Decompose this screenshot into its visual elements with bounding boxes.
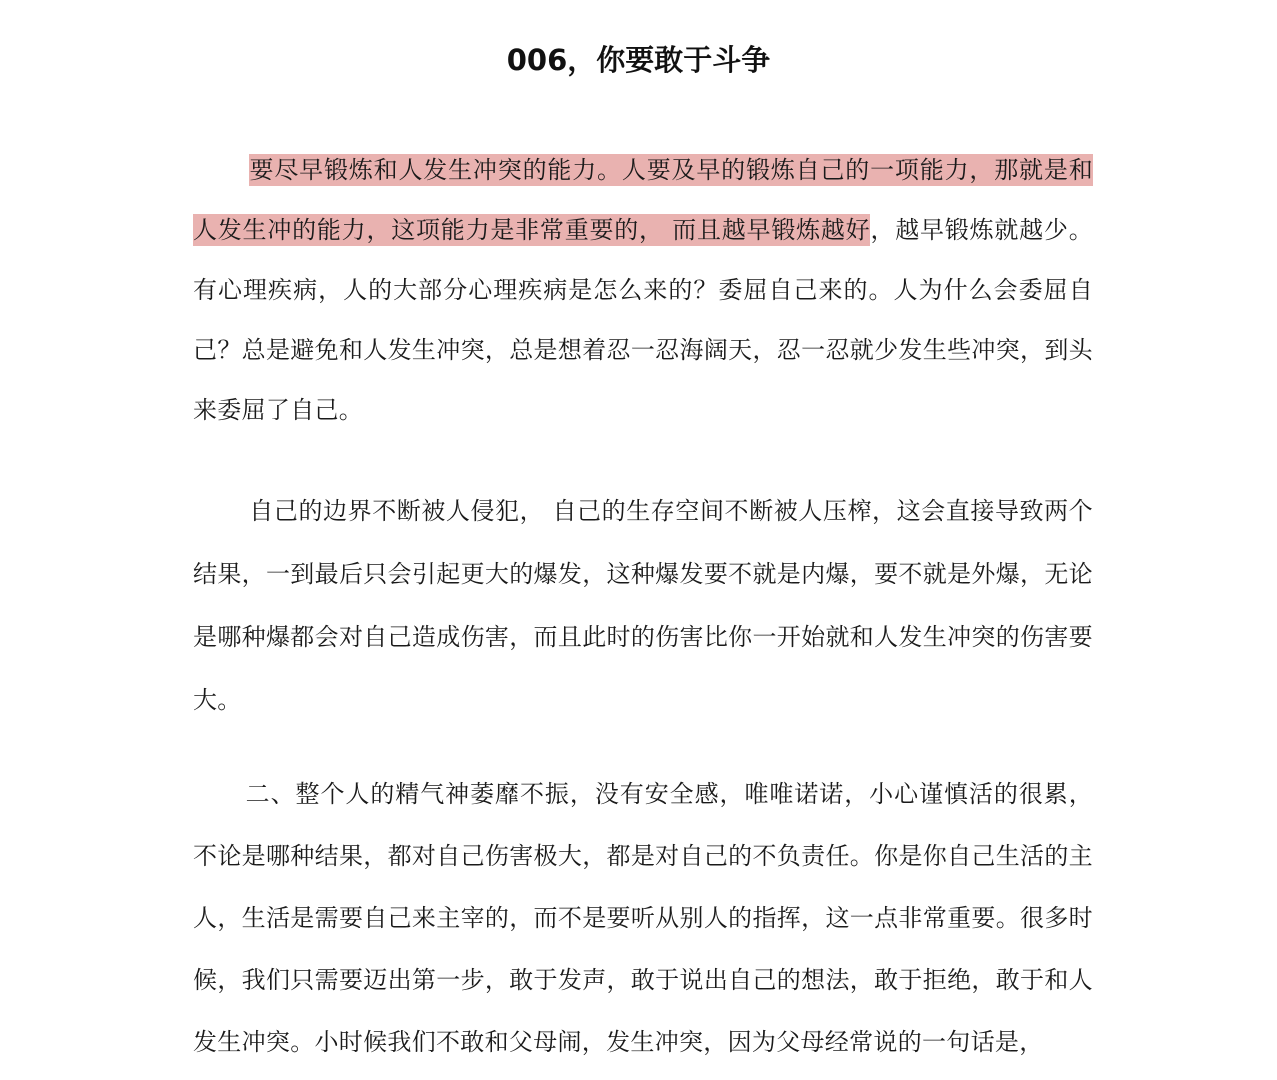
paragraph-text: ，越早锻炼就越少。有心理疾病，人的大部分心理疾病是怎么来的？委屈自己来的。人为什么会委屈自己？总是避免和人发生冲突，总是想着忍一忍海阔天，忍一忍就少发生些冲突，到头来委屈了自己。 — [193, 216, 1094, 424]
paragraph-text: 二、整个人的精气神萎靡不振，没有安全感，唯唯诺诺，小心谨慎活的很累，不论是哪种结果，都对自己伤害极大，都是对自己的不负责任。你是你自己生活的主人，生活是需要自己来主宰的，而不是要听从别人的指挥，这一点非常重要。很多时候，我们只需要迈出第一步，敢于发声，敢于说出自己的想法，敢于拒绝，敢于和人发生冲突。小时候我们不敢和父母闹，发生冲突，因为父母经常说的一句话是， — [193, 780, 1093, 1056]
document-title: 006，你要敢于斗争 — [506, 43, 771, 77]
paragraph-3 — [193, 763, 1093, 1073]
paragraph-1 — [193, 140, 1093, 440]
highlighted-text: 要尽早锻炼和人发生冲突的能力。人要及早的锻炼自己的一项能力，那就是和人发生冲的能力，这项能力是非常重要的， 而且越早锻炼越好 — [193, 156, 1093, 244]
paragraph-text: 自己的边界不断被人侵犯， 自己的生存空间不断被人压榨，这会直接导致两个结果，一到最后只会引起更大的爆发，这种爆发要不就是内爆，要不就是外爆，无论是哪种爆都会对自己造成伤害，而且此时的伤害比你一开始就和人发生冲突的伤害要大。 — [193, 497, 1093, 714]
paragraph-2 — [193, 480, 1093, 732]
